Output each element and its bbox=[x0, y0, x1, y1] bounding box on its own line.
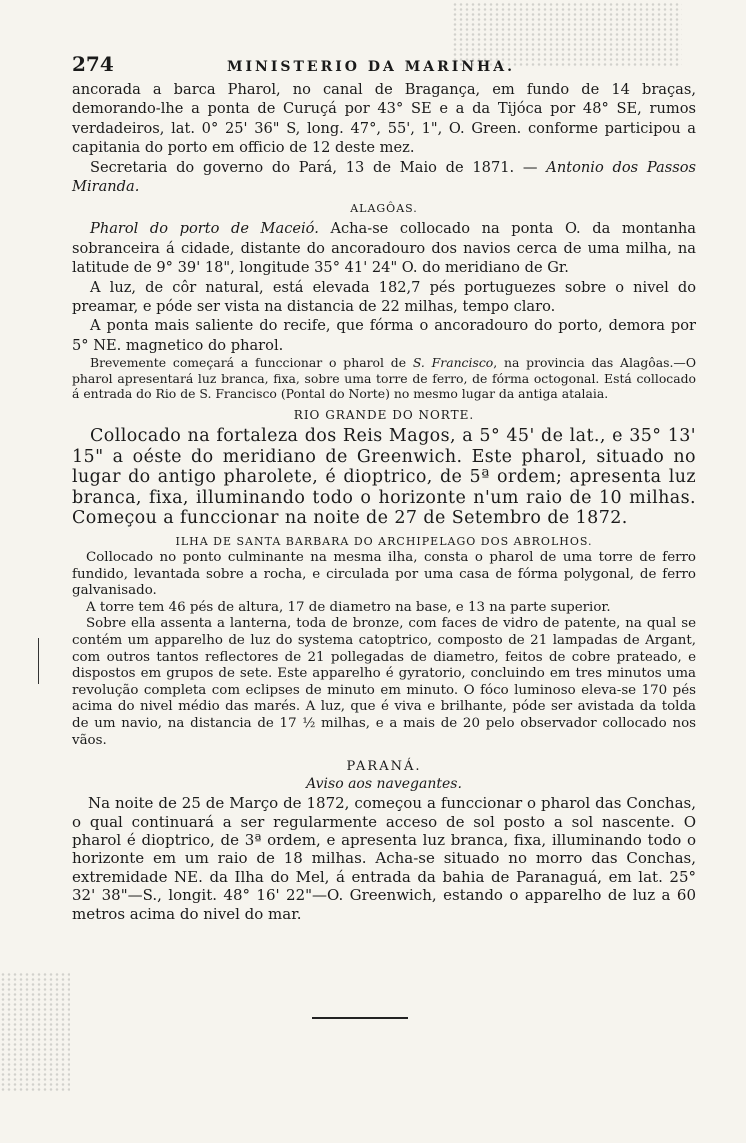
paragraph bbox=[72, 219, 696, 277]
section-title: ALAGÔAS. bbox=[350, 202, 418, 216]
paragraph-text: Brevemente começará a funccionar o pharol de bbox=[90, 355, 413, 371]
italic-name: S. Francisco bbox=[412, 355, 494, 371]
section-title: ILHA DE SANTA BARBARA DO ARCHIPELAGO DOS ABROLHOS. bbox=[175, 535, 593, 549]
paragraph-text: Secretaria do governo do Pará, 13 de Maio de 1871. — bbox=[90, 158, 547, 176]
section-title: PARANÁ. bbox=[346, 759, 422, 775]
section-rio-grande bbox=[72, 408, 696, 529]
closing-rule bbox=[312, 1017, 408, 1019]
paragraph: ancorada a barca Pharol, no canal de Bragança, em fundo de 14 braças, demorando-lhe a ponta de Curuçá por 43° SE e a da Tijóca por 48° SE, rumos verdadeiros, lat. 0° 25' 36" S, long. 47°, 55', 1", O. Green. conforme participou a capitania do porto em officio de 12 deste mez. bbox=[72, 81, 696, 157]
section-title: RIO GRANDE DO NORTE. bbox=[293, 408, 475, 423]
running-title: MINISTERIO DA MARINHA. bbox=[227, 59, 516, 75]
margin-mark bbox=[38, 638, 39, 684]
paragraph: A ponta mais saliente do recife, que fórma o ancoradouro do porto, demora por 5° NE. magnetico do pharol. bbox=[72, 317, 696, 354]
print-speckle-left bbox=[0, 972, 70, 1092]
paragraph bbox=[72, 355, 696, 402]
section-alagoas bbox=[72, 202, 696, 402]
paragraph: Collocado na fortaleza dos Reis Magos, a 5° 45' de lat., e 35° 13' 15" a oéste do meridiano de Greenwich. Este pharol, situado no lugar do antigo pharolete, é dioptrico, de 5ª ordem; apresenta luz branca, fixa, illuminando todo o horizonte n'um raio de 10 milhas. Começou a funccionar na noite de 27 de Setembro de 1872. bbox=[72, 426, 696, 529]
paragraph: Na noite de 25 de Março de 1872, começou a funccionar o pharol das Conchas, o qual continuará a ser regularmente acceso de sol posto a sol nascente. O pharol é dioptrico, de 3ª ordem, e apresenta luz branca, fixa, illuminando todo o horizonte em um raio de 18 milhas. Acha-se situado no morro das Conchas, extremidade NE. da Ilha do Mel, á entrada da bahia de Paranaguá, em lat. 25° 32' 38"—S., longit. 48° 16' 22"—O. Greenwich, estando o apparelho de luz a 60 metros acima do nivel do mar. bbox=[72, 794, 696, 923]
paragraph: Sobre ella assenta a lanterna, toda de bronze, com faces de vidro de patente, na qual se contém um apparelho de luz do systema catoptrico, composto de 21 lampadas de Argant, com outros tantos reflectores de 21 pollegadas de diametro, feitos de cobre prateado, e dispostos em grupos de sete. Este apparelho é gyratorio, concluindo em tres minutos uma revolução completa com eclipses de minuto em minuto. O fóco luminoso eleva-se 170 pés acima do nivel médio das marés. A luz, que é viva e brilhante, póde ser avistada da tolda de um navio, na distancia de 17 ½ milhas, e a mais de 20 pelo observador collocado nos vãos. bbox=[72, 616, 696, 748]
signature: Antonio dos Passos Miranda. bbox=[72, 158, 696, 196]
page-header bbox=[72, 52, 696, 76]
paragraph: A luz, de côr natural, está elevada 182,7 pés portuguezes sobre o nivel do preamar, e póde ser vista na distancia de 22 milhas, tempo claro. bbox=[72, 278, 696, 316]
paragraph: Collocado no ponto culminante na mesma ilha, consta o pharol de uma torre de ferro fundido, levantada sobre a rocha, e circulada por uma casa de fórma polygonal, de ferro galvanisado. bbox=[72, 550, 696, 599]
paragraph: A torre tem 46 pés de altura, 17 de diametro na base, e 13 na parte superior. bbox=[86, 599, 611, 615]
paragraph bbox=[72, 158, 696, 197]
para-block bbox=[72, 80, 696, 196]
paragraph-text: Acha-se collocado na ponta O. da montanha sobranceira á cidade, distante do ancoradouro dos navios cerca de uma milha, na latitude de 9° 39' 18", longitude 35° 41' 24" O. do meridiano de Gr. bbox=[72, 220, 696, 277]
lead-italic: Pharol do porto de Maceió. bbox=[90, 220, 319, 238]
page-number: 274 bbox=[72, 52, 114, 76]
page-body bbox=[72, 52, 696, 923]
paragraph-text: , na provincia das Alagôas.—O pharol apresentará luz branca, fixa, sobre uma torre de ferro, de fórma octogonal. Está collocado á entrada do Rio de S. Francisco (Pontal do Norte) no mesmo lugar da antiga atalaia. bbox=[72, 355, 696, 402]
section-santa-barbara bbox=[72, 535, 696, 749]
section-parana bbox=[72, 759, 696, 923]
section-subtitle: Aviso aos navegantes. bbox=[306, 776, 462, 793]
